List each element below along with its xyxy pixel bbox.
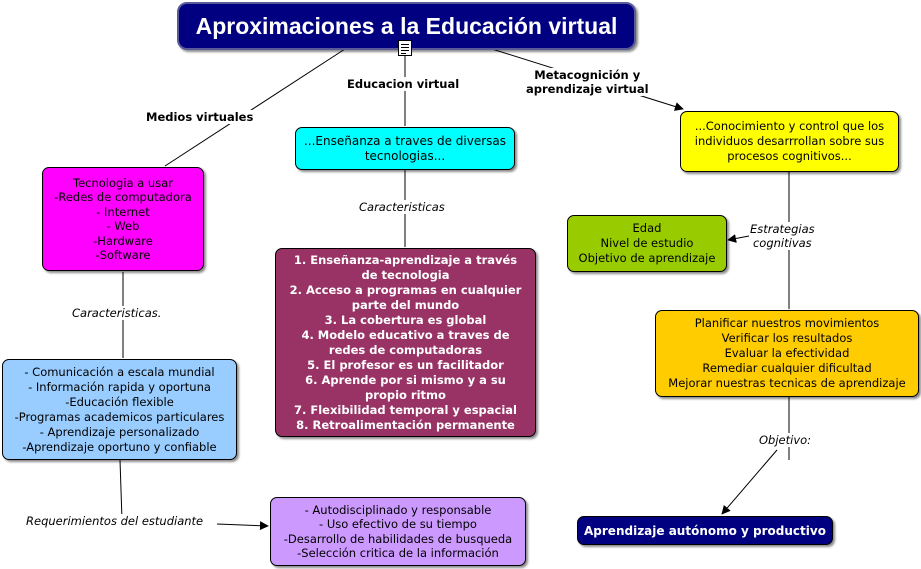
node-ensenanza-line-2: tecnologias... [364, 148, 446, 163]
label-estrategias-line-1: Estrategias [750, 222, 815, 236]
node-ensenanza-line-1: ...Enseñanza a traves de diversas [303, 133, 507, 148]
label-objetivo: Objetivo: [759, 433, 812, 447]
node-caracteristicas-line-9: 6. Aprende por si mismo y a su [305, 372, 506, 387]
node-comunicacion-line-1: - Comunicación a escala mundial [24, 364, 215, 379]
node-autodisciplinado[interactable] [270, 497, 526, 566]
node-caracteristicas-line-12: 8. Retroalimentación permanente [296, 417, 515, 432]
line-estrategias-to-edad [728, 236, 749, 240]
node-comunicacion[interactable] [2, 359, 237, 460]
node-caracteristicas-line-8: 5. El profesor es un facilitador [307, 357, 504, 372]
node-edad[interactable] [567, 215, 727, 272]
label-caracteristicas-left: Caracteristicas. [72, 306, 162, 320]
node-edad-line-3: Objetivo de aprendizaje [578, 251, 716, 265]
node-comunicacion-line-5: - Aprendizaje personalizado [39, 424, 200, 439]
label-estrategias-cognitivas [750, 222, 815, 250]
line-requerimientos-to-autodisciplinado [217, 524, 268, 526]
node-aprendizaje-autonomo-text: Aprendizaje autónomo y productivo [584, 523, 826, 538]
node-tecnologia-line-2: -Redes de computadora [54, 190, 192, 204]
line-objetivo-to-aprendizaje [722, 450, 777, 514]
label-requerimientos: Requerimientos del estudiante [26, 514, 204, 528]
node-comunicacion-line-2: - Información rapida y oportuna [28, 379, 211, 394]
node-caracteristicas-line-3: 2. Acceso a programas en cualquier [289, 282, 522, 297]
node-planificar-line-4: Remediar cualquier dificultad [702, 361, 872, 375]
node-caracteristicas-line-1: 1. Enseñanza-aprendizaje a través [293, 252, 518, 267]
node-autodisciplinado-line-1: - Autodisciplinado y responsable [304, 502, 492, 517]
node-caracteristicas-line-10: propio ritmo [365, 387, 446, 402]
node-edad-line-1: Edad [632, 221, 662, 235]
node-caracteristicas-line-11: 7. Flexibilidad temporal y espacial [293, 402, 517, 417]
label-metacognicion-line-1: Metacognición y [534, 68, 641, 82]
label-medios-virtuales: Medios virtuales [146, 110, 254, 124]
node-comunicacion-line-4: -Programas academicos particulares [14, 409, 225, 424]
node-ensenanza[interactable] [295, 127, 515, 170]
node-tecnologia-line-1: Tecnologia a usar [73, 175, 173, 190]
node-conocimiento-line-2: individuos desarrrollan sobre sus [694, 134, 885, 148]
node-aprendizaje-autonomo[interactable] [577, 516, 833, 545]
node-conocimiento[interactable] [680, 111, 899, 172]
node-planificar-line-3: Evaluar la efectividad [724, 346, 850, 360]
node-planificar-line-2: Verificar los resultados [721, 331, 853, 345]
node-conocimiento-line-3: procesos cognitivos... [727, 149, 852, 163]
diagram-title: Aproximaciones a la Educación virtual [195, 12, 618, 39]
node-tecnologia-line-5: -Hardware [93, 233, 153, 248]
node-planificar-line-5: Mejorar nuestras tecnicas de aprendizaje [668, 376, 906, 390]
node-planificar-line-1: Planificar nuestros movimientos [694, 316, 880, 330]
node-caracteristicas-line-7: redes de computadoras [328, 342, 483, 357]
node-caracteristicas-line-4: parte del mundo [351, 297, 460, 312]
node-comunicacion-line-6: -Aprendizaje oportuno y confiable [22, 439, 217, 454]
node-tecnologia-line-6: -Software [95, 248, 151, 262]
node-tecnologia-line-4: - Web [106, 219, 140, 233]
label-estrategias-line-2: cognitivas [752, 236, 812, 250]
note-icon[interactable] [398, 40, 412, 56]
label-metacognicion [526, 68, 649, 96]
node-comunicacion-line-3: -Educación flexible [65, 394, 174, 409]
node-tecnologia-line-3: - Internet [96, 204, 150, 219]
label-educacion-virtual: Educacion virtual [347, 77, 460, 91]
label-metacognicion-line-2: aprendizaje virtual [526, 82, 649, 96]
node-autodisciplinado-line-4: -Selección critica de la información [297, 546, 499, 560]
node-autodisciplinado-line-3: -Desarrollo de habilidades de busqueda [283, 531, 513, 546]
node-planificar[interactable] [655, 310, 919, 397]
node-conocimiento-line-1: ...Conocimiento y control que los [694, 119, 885, 133]
node-caracteristicas-line-5: 3. La cobertura es global [324, 312, 487, 327]
node-caracteristicas-list[interactable] [275, 248, 536, 437]
node-edad-line-2: Nivel de estudio [600, 236, 694, 250]
node-caracteristicas-line-6: 4. Modelo educativo a traves de [301, 327, 510, 342]
node-tecnologia[interactable] [42, 167, 204, 271]
node-autodisciplinado-line-2: - Uso efectivo de su tiempo [319, 517, 477, 531]
line-comunicacion-to-requerimientos [120, 460, 122, 520]
node-caracteristicas-line-2: de tecnologia [361, 267, 450, 282]
label-caracteristicas-center: Caracteristicas [359, 200, 445, 214]
